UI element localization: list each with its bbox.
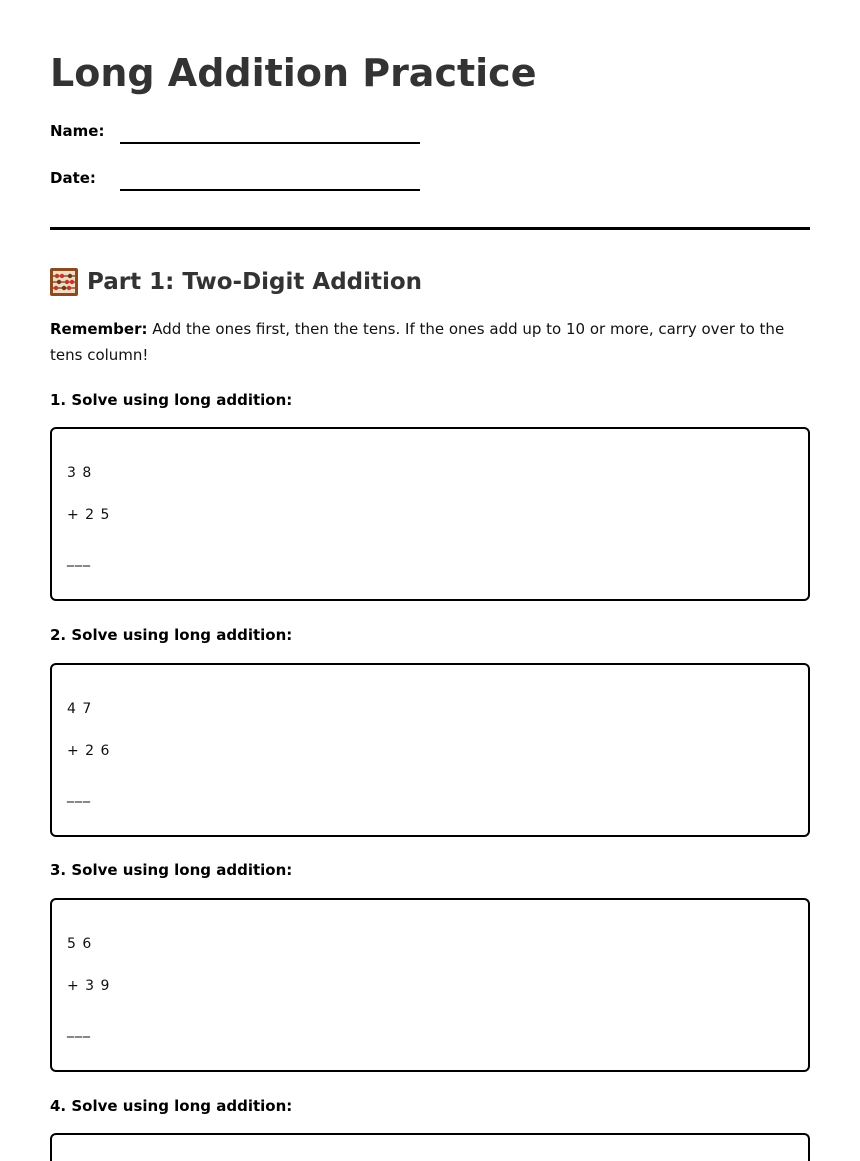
- answer-line[interactable]: ___: [67, 787, 91, 803]
- problem-label: 1. Solve using long addition:: [50, 391, 293, 409]
- section-heading: [50, 266, 422, 298]
- top-number: 4 7: [67, 701, 93, 717]
- name-label: Name:: [50, 122, 105, 140]
- section-title: Part 1: Two-Digit Addition: [87, 269, 423, 295]
- date-label: Date:: [50, 169, 96, 187]
- date-field-row: [50, 167, 450, 191]
- bottom-number: + 2 5: [67, 507, 111, 523]
- bottom-number: + 2 6: [67, 743, 111, 759]
- name-field-row: [50, 120, 450, 144]
- problem-label: 3. Solve using long addition:: [50, 861, 293, 879]
- instructions: [50, 316, 810, 368]
- header-divider: [50, 227, 810, 230]
- remember-text: Add the ones first, then the tens. If the ones add up to 10 or more, carry over to the tens column!: [50, 320, 785, 364]
- problem-box[interactable]: [50, 427, 810, 601]
- page-title: Long Addition Practice: [50, 51, 537, 95]
- problem-box[interactable]: [50, 663, 810, 837]
- bottom-number: + 3 9: [67, 978, 111, 994]
- date-field[interactable]: [120, 189, 420, 191]
- problem-box[interactable]: [50, 898, 810, 1072]
- problem-label: 4. Solve using long addition:: [50, 1097, 293, 1115]
- top-number: 5 6: [67, 936, 93, 952]
- abacus-icon: [50, 268, 78, 296]
- problem-box[interactable]: [50, 1133, 810, 1161]
- problem-label: 2. Solve using long addition:: [50, 626, 293, 644]
- top-number: 3 8: [67, 465, 93, 481]
- remember-label: Remember:: [50, 320, 148, 338]
- answer-line[interactable]: ___: [67, 551, 91, 567]
- name-field[interactable]: [120, 142, 420, 144]
- answer-line[interactable]: ___: [67, 1022, 91, 1038]
